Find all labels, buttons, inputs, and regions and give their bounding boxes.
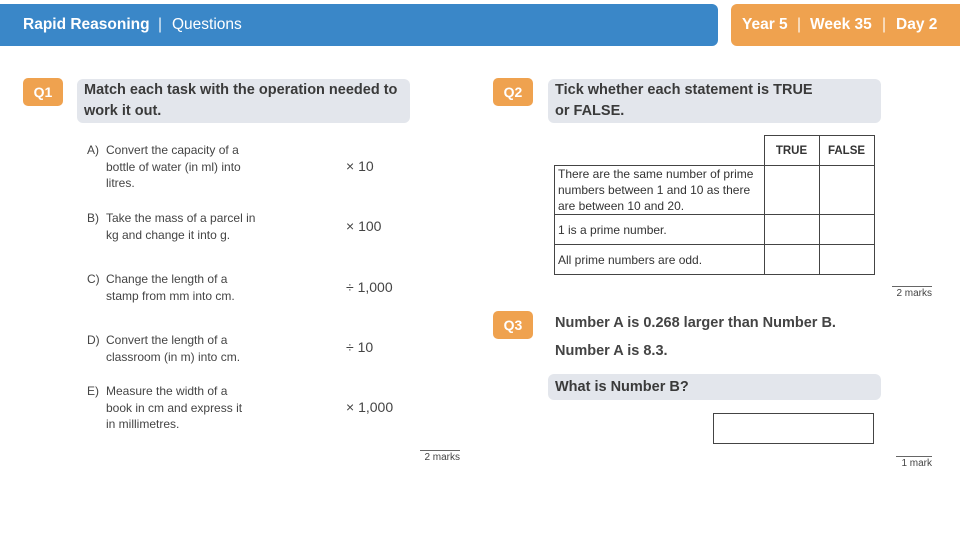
statement-cell: All prime numbers are odd. [555, 245, 765, 275]
q2-prompt-line2: or FALSE. [555, 103, 625, 119]
task-label: C) [87, 272, 100, 286]
q3-statement-1: Number A is 0.268 larger than Number B. [555, 315, 836, 331]
operation-times-1000: × 1,000 [346, 399, 394, 415]
false-tick-cell[interactable] [819, 166, 874, 215]
header-separator: | [158, 16, 163, 33]
task-text: Convert the capacity of a bottle of water (in ml) into litres. [106, 143, 241, 190]
q3-statement-2: Number A is 8.3. [555, 343, 668, 359]
q3-marks: 1 mark [896, 456, 932, 469]
task-label: A) [87, 143, 99, 157]
task-text: Change the length of a stamp from mm into cm. [106, 272, 235, 303]
task-text: Convert the length of a classroom (in m) into cm. [106, 333, 241, 364]
task-label: B) [87, 211, 99, 225]
operation-times-100: × 100 [346, 218, 382, 234]
operation-divide-10: ÷ 10 [346, 339, 374, 355]
true-false-table [554, 135, 875, 275]
operation-times-10: × 10 [346, 158, 374, 174]
q2-badge: Q2 [493, 78, 533, 106]
false-tick-cell[interactable] [819, 215, 874, 245]
true-tick-cell[interactable] [764, 245, 819, 275]
date-separator: | [882, 16, 887, 33]
year-label: Year 5 [742, 16, 788, 33]
q1-prompt: Match each task with the operation needed to work it out. [77, 79, 410, 123]
week-label: Week 35 [810, 16, 872, 33]
day-label: Day 2 [896, 16, 938, 33]
q3-question: What is Number B? [548, 374, 881, 400]
header-banner [0, 4, 718, 46]
page-title: Rapid Reasoning [23, 16, 150, 33]
operation-divide-1000: ÷ 1,000 [346, 279, 393, 295]
statement-cell: There are the same number of prime numbers between 1 and 10 as there are between 10 and 20. [555, 166, 765, 215]
table-corner [555, 136, 765, 166]
task-text: Take the mass of a parcel in kg and change it into g. [106, 211, 256, 242]
answer-box[interactable] [713, 413, 874, 444]
true-tick-cell[interactable] [764, 166, 819, 215]
false-header: FALSE [819, 136, 874, 166]
q2-prompt [548, 79, 881, 123]
statement-cell: 1 is a prime number. [555, 215, 765, 245]
date-banner [731, 4, 960, 46]
q2-prompt-line1: Tick whether each statement is TRUE [555, 82, 813, 98]
q1-badge: Q1 [23, 78, 63, 106]
true-tick-cell[interactable] [764, 215, 819, 245]
task-label: D) [87, 333, 100, 347]
task-text: Measure the width of a book in cm and express it in millimetres. [106, 384, 243, 431]
true-header: TRUE [764, 136, 819, 166]
q2-marks: 2 marks [892, 286, 932, 299]
task-label: E) [87, 384, 99, 398]
false-tick-cell[interactable] [819, 245, 874, 275]
q3-badge: Q3 [493, 311, 533, 339]
q1-marks: 2 marks [420, 450, 460, 463]
page-subtitle: Questions [172, 16, 242, 33]
date-separator: | [797, 16, 802, 33]
